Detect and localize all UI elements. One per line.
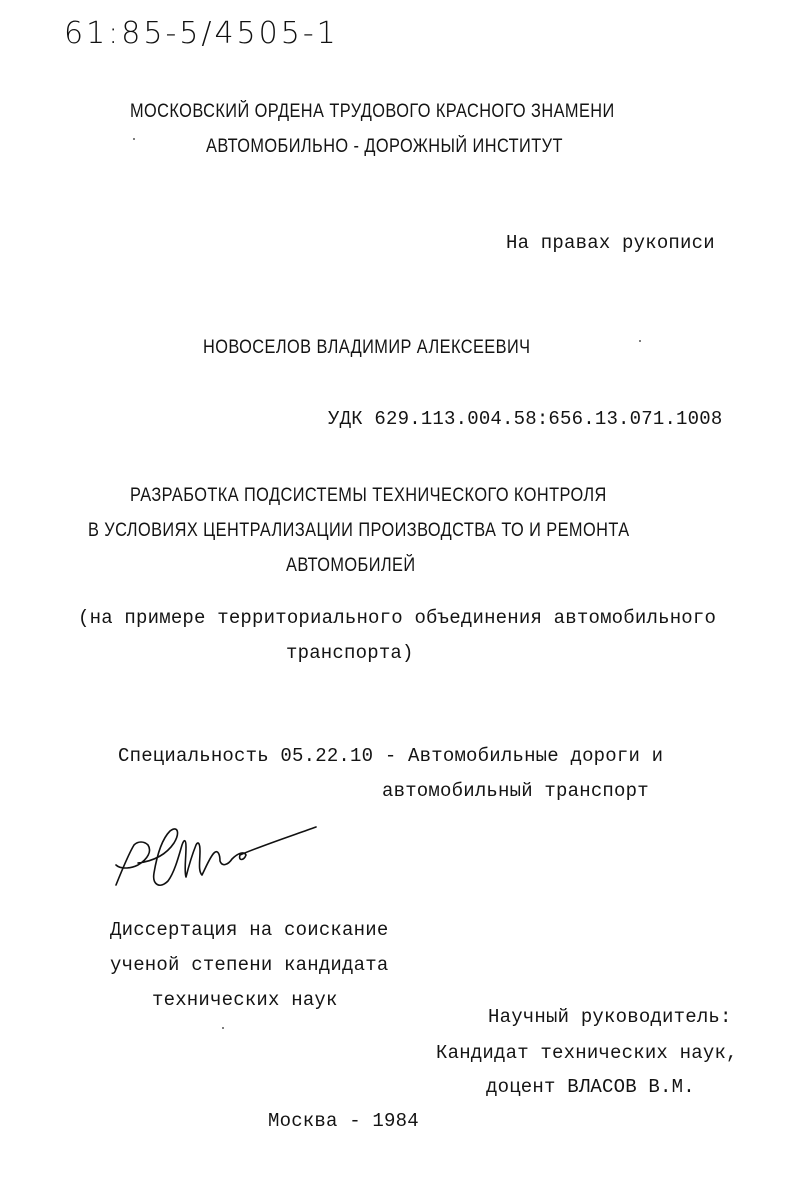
place-and-year: Москва - 1984 [268,1110,419,1132]
degree-line-3: технических наук [152,989,338,1011]
manuscript-rights: На правах рукописи [506,232,715,254]
supervisor-name: доцент ВЛАСОВ В.М. [486,1076,695,1098]
author-name: НОВОСЕЛОВ ВЛАДИМИР АЛЕКСЕЕВИЧ [203,337,531,358]
subtitle-line-1: (на примере территориального объединения автомобильного [78,607,717,629]
title-line-2: В УСЛОВИЯХ ЦЕНТРАЛИЗАЦИИ ПРОИЗВОДСТВА ТО И РЕМОНТА [88,520,630,541]
handwritten-signature-icon [108,815,323,895]
specialty-line-2: автомобильный транспорт [382,780,649,802]
udc-code: УДК 629.113.004.58:656.13.071.1008 [328,408,723,430]
specialty-line-1: Специальность 05.22.10 - Автомобильные дороги и [118,745,664,767]
institution-line-2: АВТОМОБИЛЬНО - ДОРОЖНЫЙ ИНСТИТУТ [206,136,563,157]
scan-artifact [222,1027,224,1029]
subtitle-line-2: транспорта) [286,642,414,664]
scan-artifact [639,340,641,342]
supervisor-degree: Кандидат технических наук, [436,1042,738,1064]
title-line-1: РАЗРАБОТКА ПОДСИСТЕМЫ ТЕХНИЧЕСКОГО КОНТРОЛЯ [130,485,607,506]
title-line-3: АВТОМОБИЛЕЙ [286,555,416,576]
institution-line-1: МОСКОВСКИЙ ОРДЕНА ТРУДОВОГО КРАСНОГО ЗНАМЕНИ [130,101,615,122]
archive-code: 61:85-5/4505-1 [64,16,339,51]
scan-artifact [133,138,135,140]
supervisor-label: Научный руководитель: [488,1006,732,1028]
degree-line-1: Диссертация на соискание [110,919,389,941]
degree-line-2: ученой степени кандидата [110,954,389,976]
